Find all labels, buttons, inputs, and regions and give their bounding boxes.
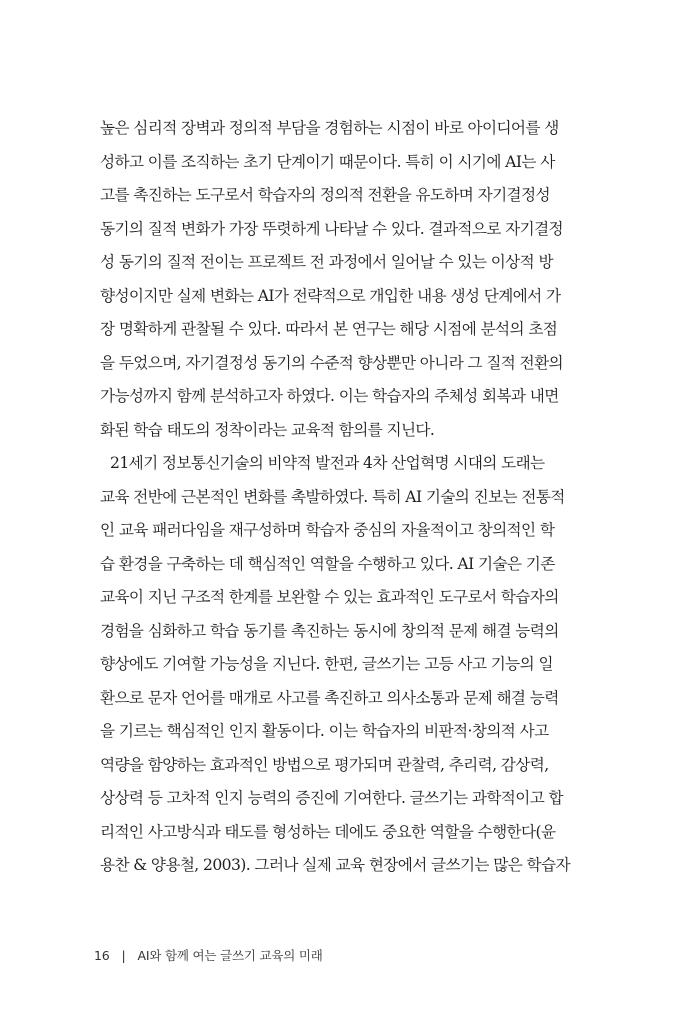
text-line: 가능성까지 함께 분석하고자 하였다. 이는 학습자의 주체성 회복과 내면	[100, 387, 559, 405]
text-line: 성 동기의 질적 전이는 프로젝트 전 과정에서 일어날 수 있는 이상적 방	[100, 253, 553, 271]
text-line: 동기의 질적 변화가 가장 뚜렷하게 나타날 수 있다. 결과적으로 자기결정	[100, 219, 564, 238]
page-footer	[94, 946, 323, 964]
footer-separator: |	[121, 948, 126, 963]
text-line: 용찬 & 양용철, 2003). 그러나 실제 교육 현장에서 글쓰기는 많은 학습자	[100, 856, 570, 874]
text-line: 고를 촉진하는 도구로서 학습자의 정의적 전환을 유도하며 자기결정성	[100, 186, 550, 204]
text-line: 상상력 등 고차적 인지 능력의 증진에 기여한다. 글쓰기는 과학적이고 합	[100, 789, 564, 807]
text-line: 장 명확하게 관찰될 수 있다. 따라서 본 연구는 해당 시점에 분석의 초점	[100, 320, 558, 338]
text-line: 높은 심리적 장벽과 정의적 부담을 경험하는 시점이 바로 아이디어를 생	[100, 119, 559, 137]
text-line: 환으로 문자 언어를 매개로 사고를 촉진하고 의사소통과 문제 해결 능력	[100, 688, 559, 707]
text-line: 역량을 함양하는 효과적인 방법으로 평가되며 관찰력, 추리력, 감상력,	[100, 755, 549, 774]
paragraph-2	[100, 447, 590, 883]
text-line: 인 교육 패러다임을 재구성하며 학습자 중심의 자율적이고 창의적인 학	[100, 521, 555, 539]
text-line: 을 기르는 핵심적인 인지 활동이다. 이는 학습자의 비판적·창의적 사고	[100, 722, 549, 740]
text-line: 향상에도 기여할 가능성을 지닌다. 한편, 글쓰기는 고등 사고 기능의 일	[100, 655, 553, 673]
text-line: 교육이 지닌 구조적 한계를 보완할 수 있는 효과적인 도구로서 학습자의	[100, 588, 559, 606]
text-line: 성하고 이를 조직하는 초기 단계이기 때문이다. 특히 이 시기에 AI는 사	[100, 152, 555, 171]
body-text	[100, 112, 590, 883]
text-line: 리적인 사고방식과 태도를 형성하는 데에도 중요한 역할을 수행한다(윤	[100, 822, 556, 841]
text-line: 21세기 정보통신기술의 비약적 발전과 4차 산업혁명 시대의 도래는	[110, 454, 545, 472]
text-line: 습 환경을 구축하는 데 핵심적인 역할을 수행하고 있다. AI 기술은 기존	[100, 554, 555, 573]
text-line: 향성이지만 실제 변화는 AI가 전략적으로 개입한 내용 생성 단계에서 가	[100, 286, 561, 305]
page-number: 16	[94, 948, 110, 963]
text-line: 화된 학습 태도의 정착이라는 교육적 함의를 지닌다.	[100, 420, 435, 439]
paragraph-1	[100, 112, 590, 447]
text-line: 을 두었으며, 자기결정성 동기의 수준적 향상뿐만 아니라 그 질적 전환의	[100, 353, 564, 372]
text-line: 교육 전반에 근본적인 변화를 촉발하였다. 특히 AI 기술의 진보는 전통적	[100, 487, 565, 506]
running-title: AI와 함께 여는 글쓰기 교육의 미래	[137, 948, 323, 963]
text-line: 경험을 심화하고 학습 동기를 촉진하는 동시에 창의적 문제 해결 능력의	[100, 621, 559, 640]
